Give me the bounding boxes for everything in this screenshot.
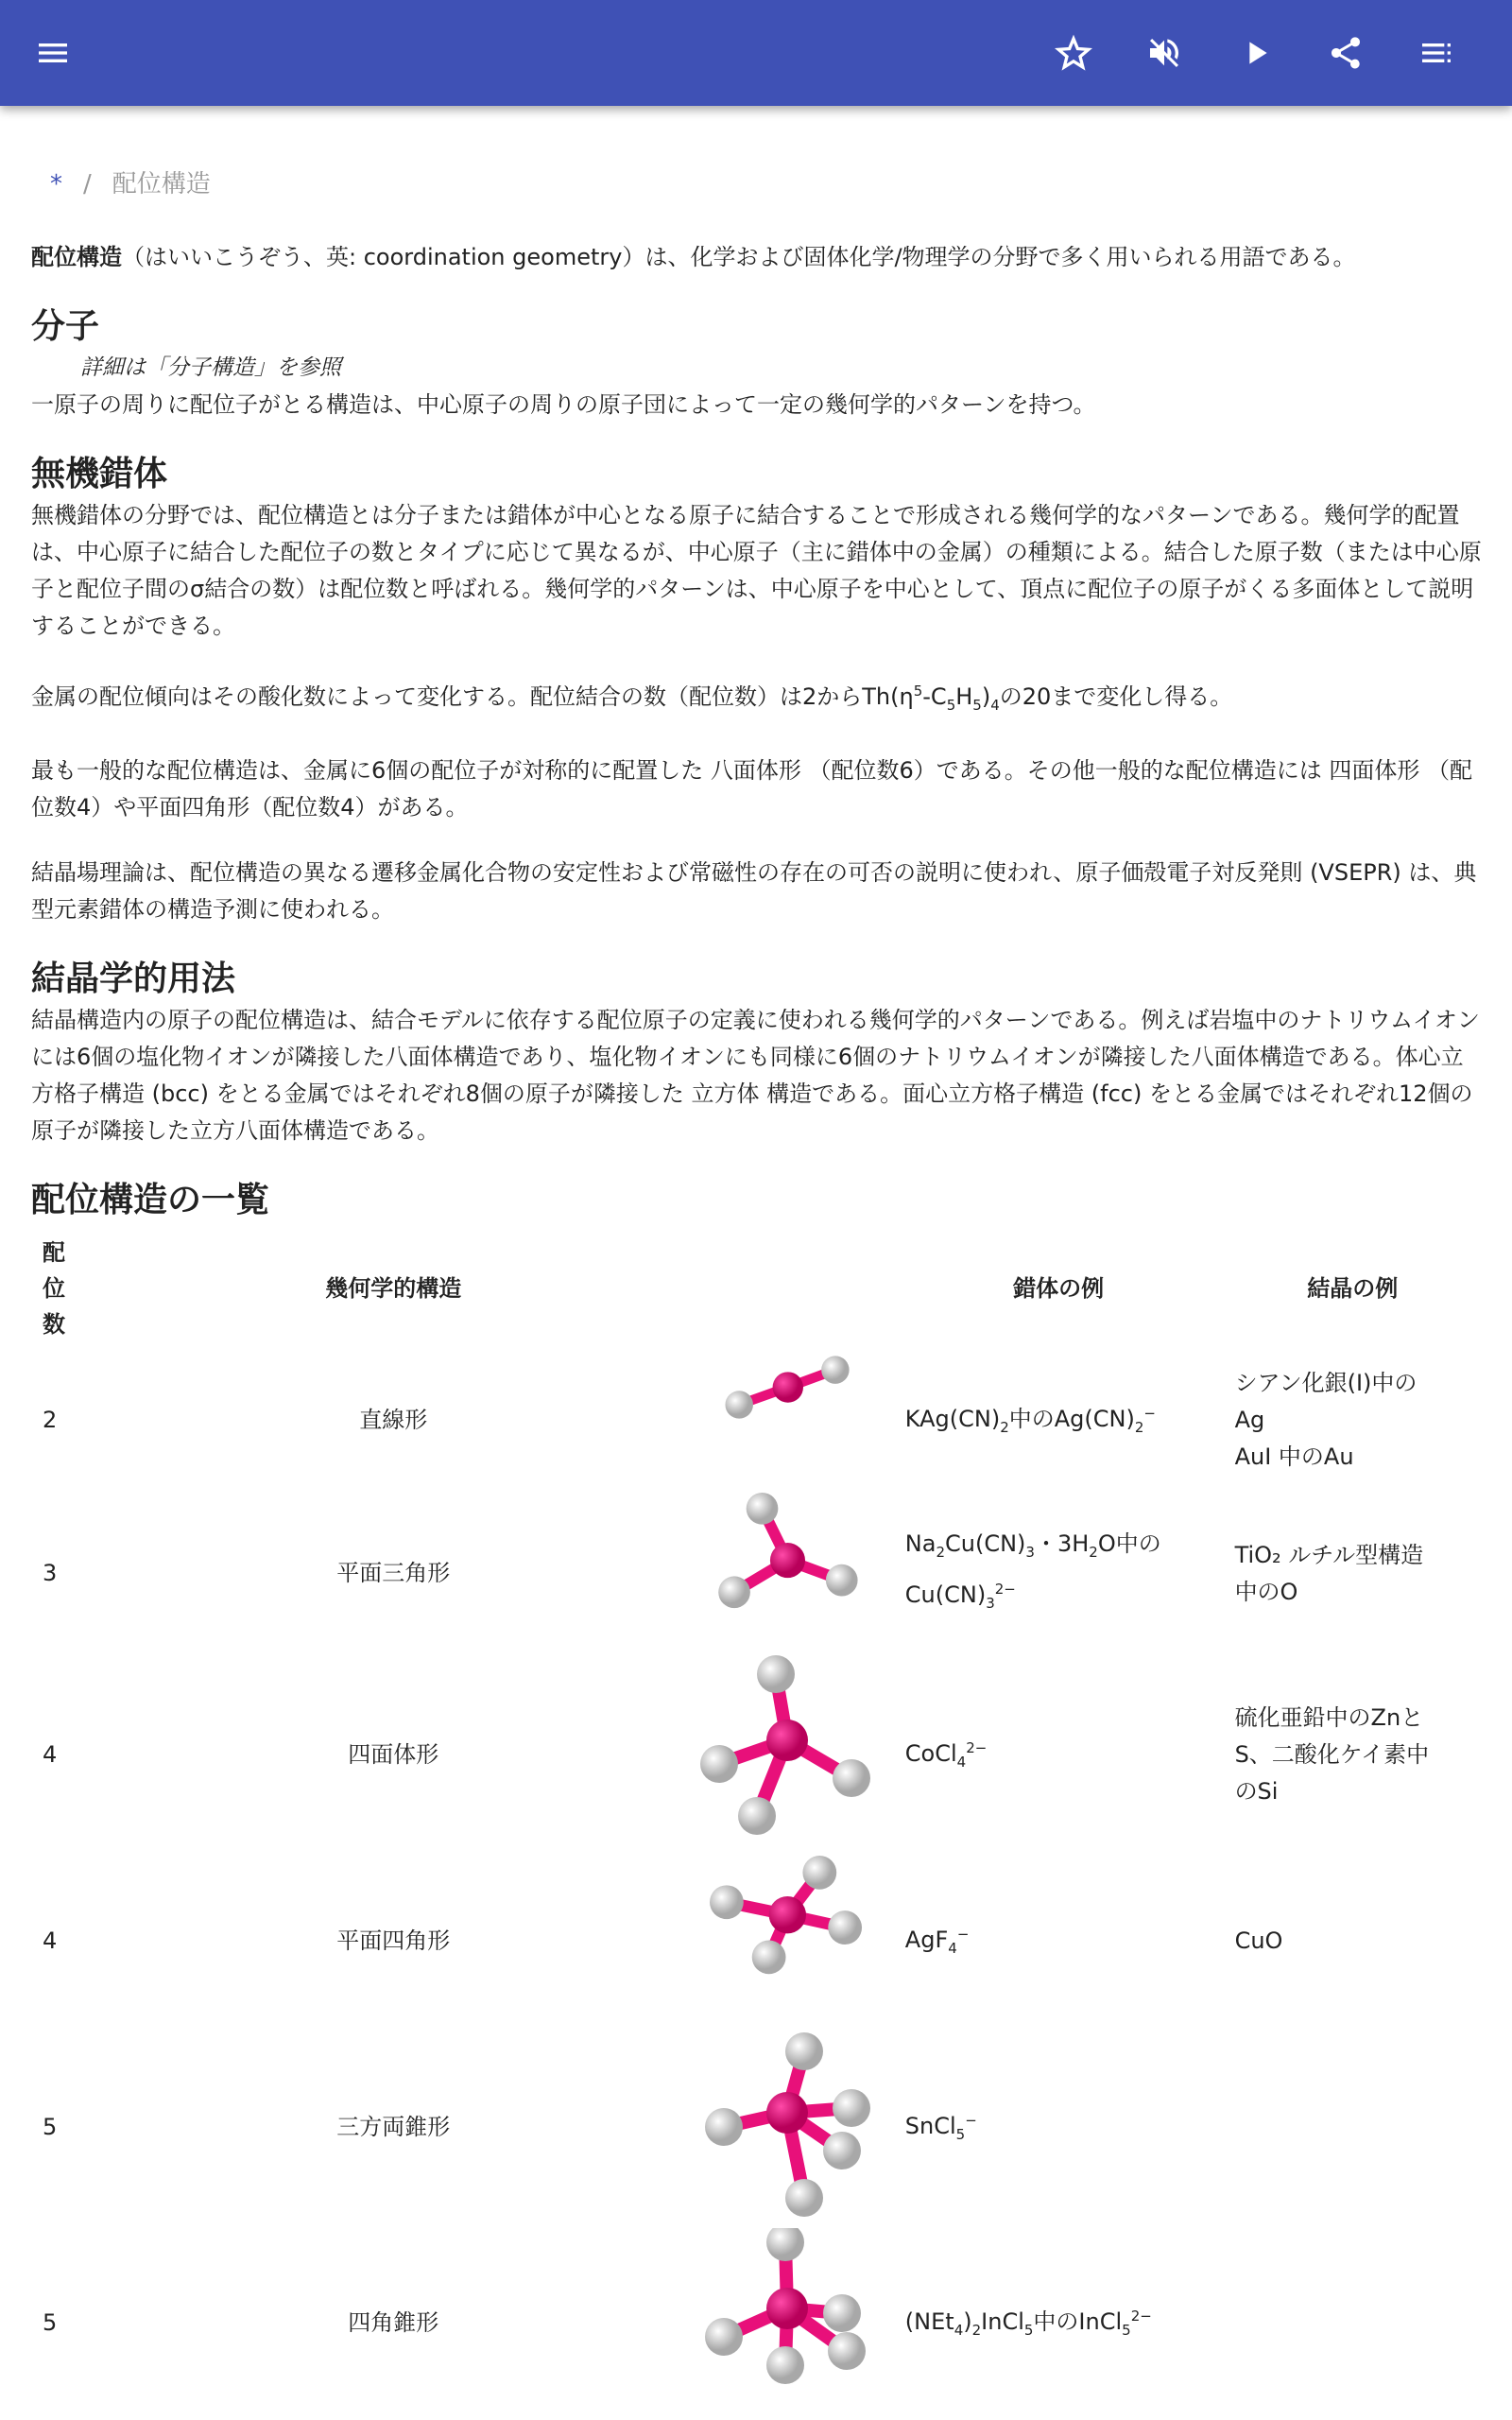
ligand-atom (738, 1797, 776, 1835)
cell-geometry[interactable]: 平面三角形 (336, 1560, 451, 1587)
ligand-atom (766, 2346, 804, 2384)
header-geometry: 幾何学的構造 (325, 1274, 462, 1302)
header-cn (31, 1229, 86, 1349)
list-icon[interactable] (1414, 30, 1459, 76)
inorganic-paragraph-3: 最も一般的な配位構造は、金属に6個の配位子が対称的に配置した 八面体形 （配位数6）である。その他一般的な配位構造には 四面体形 （配位数4）や平面四角形（配位数4）がある。 (31, 756, 1473, 821)
inorganic-paragraph-4: 結晶場理論は、配位構造の異なる遷移金属化合物の安定性および常磁性の存在の可否の説明に使われ、原子価殻電子対反発則 (VSEPR) は、典型元素錯体の構造予測に使われる。 (31, 858, 1477, 923)
cell-complex: $(NEt_4)_2InCl_5$中のInCl$_5^{2-}$ (904, 2307, 1152, 2339)
cell-crystal (1224, 1856, 1482, 2028)
text: 金属の配位傾向はその酸化数によって変化する。配位結合の数（配位数）は2からTh(η (31, 683, 914, 710)
crystal-line: S、二酸化ケイ素中 (1234, 1741, 1430, 1769)
table-row (31, 1856, 1482, 2028)
breadcrumb (50, 166, 1482, 203)
section-heading-list: 配位構造の一覧 (31, 1180, 270, 1219)
article (31, 161, 1482, 2419)
ligand-atom (752, 1940, 786, 1974)
ligand-atom (821, 1356, 849, 1383)
cell-crystal (1224, 2028, 1482, 2228)
central-atom (773, 1372, 803, 1402)
cell-geometry[interactable]: 直線形 (359, 1407, 428, 1434)
cell-crystal (1224, 1493, 1482, 1655)
hatnote-link[interactable]: 詳細は「分子構造」を参照 (80, 355, 341, 380)
section-heading-crystal: 結晶学的用法 (31, 959, 236, 998)
ligand-atom (705, 2108, 743, 2146)
ligand-atom (766, 2228, 804, 2261)
text: 5 (946, 696, 956, 714)
ligand-atom (757, 1655, 795, 1693)
ligand-atom (833, 1759, 870, 1797)
cell-image (700, 2028, 894, 2228)
header-image (700, 1229, 894, 1349)
header-crystal: 結晶の例 (1307, 1274, 1399, 1302)
molecule-model-image (700, 1493, 880, 1644)
molecule-paragraph: 一原子の周りに配位子がとる構造は、中心原子の周りの原子団によって一定の幾何学的パターンを持つ。 (31, 391, 1096, 418)
share-icon[interactable] (1323, 30, 1368, 76)
central-atom (766, 2092, 808, 2134)
text: ) (981, 683, 991, 710)
volume-off-icon[interactable] (1142, 30, 1187, 76)
molecule-model-image (700, 2028, 880, 2217)
cell-cn: 5 (43, 2309, 58, 2337)
text: 5 (972, 696, 982, 714)
cell-image (700, 1349, 894, 1493)
play-icon[interactable] (1233, 30, 1279, 76)
breadcrumb-current: 配位構造 (112, 170, 211, 199)
text: の20まで変化し得る。 (999, 683, 1233, 710)
intro-term: 配位構造 (31, 244, 122, 270)
molecule-model-image (700, 1349, 880, 1481)
section-heading-inorganic: 無機錯体 (31, 455, 168, 493)
cell-cn: 3 (43, 1560, 58, 1587)
ligand-atom (803, 1856, 837, 1890)
crystal-line: シアン化銀(I)中の (1234, 1370, 1418, 1397)
cell-complex: SnCl$_5$− (904, 2111, 977, 2143)
star-icon[interactable] (1051, 30, 1096, 76)
crystal-line: CuO (1234, 1927, 1283, 1955)
cell-cn: 2 (43, 1407, 58, 1434)
intro-text: （はいいこうぞう、英: coordination geometry）は、化学および固体化学/物理学の分野で多く用いられる用語である。 (122, 244, 1356, 270)
inorganic-paragraph-2 (31, 673, 1482, 724)
text: H (955, 683, 973, 710)
central-atom (766, 2288, 808, 2329)
table-row (31, 2228, 1482, 2419)
ligand-atom (700, 1745, 738, 1783)
text: 4 (990, 696, 1000, 714)
crystal-line: のSi (1234, 1778, 1279, 1806)
table-row (31, 1655, 1482, 1856)
cell-geometry[interactable]: 三方両錐形 (336, 2114, 451, 2141)
inorganic-paragraph-1: 無機錯体の分野では、配位構造とは分子または錯体が中心となる原子に結合することで形成される幾何学的なパターンである。幾何学的配置は、中心原子に結合した配位子の数とタイプに応じて異なるが、中心原子（主に錯体中の金属）の種類による。結合した原子数（または中心原子と配位子間のσ結合の数）は配位数と呼ばれる。幾何学的パターンは、中心原子を中心として、頂点に配位子の原子がくる多面体として説明することができる。 (31, 502, 1482, 639)
ligand-atom (829, 1910, 863, 1945)
central-atom (770, 1543, 805, 1578)
table-header-row (31, 1229, 1482, 1349)
cell-image (700, 1493, 894, 1655)
crystal-line: Ag (1234, 1407, 1265, 1434)
menu-icon[interactable] (30, 30, 76, 76)
cell-image (700, 1655, 894, 1856)
breadcrumb-home[interactable]: * (50, 170, 62, 199)
crystal-line: AuI 中のAu (1234, 1443, 1354, 1471)
ligand-atom (823, 2132, 861, 2169)
cell-crystal (1224, 2228, 1482, 2419)
table-row (31, 1493, 1482, 1655)
ligand-atom (828, 2332, 866, 2370)
ligand-atom (747, 1493, 779, 1525)
crystal-line: TiO₂ ルチル型構造 (1234, 1541, 1424, 1568)
cell-crystal (1224, 1655, 1482, 1856)
molecule-model-image (700, 1655, 880, 1844)
cell-crystal (1224, 1349, 1482, 1493)
cell-geometry[interactable]: 平面四角形 (336, 1927, 451, 1955)
crystal-paragraph: 結晶構造内の原子の配位構造は、結合モデルに依存する配位原子の定義に使われる幾何学的パターンである。例えば岩塩中のナトリウムイオンには6個の塩化物イオンが隣接した八面体構造であり、塩化物イオンにも同様に6個のナトリウムイオンが隣接した八面体構造である。体心立方格子構造 (bcc) をとる金属ではそれぞれ8個の原子が隣接した 立方体 構造である。面心立方格子構造 (fcc) をとる金属ではそれぞれ12個の原子が隣接した立方八面体構造である。 (31, 1006, 1480, 1144)
crystal-line: 硫化亜鉛中のZnと (1234, 1704, 1424, 1732)
cell-cn: 4 (43, 1741, 58, 1769)
cell-cn: 5 (43, 2114, 58, 2141)
ligand-atom (833, 2089, 870, 2127)
text: 5 (913, 683, 923, 700)
ligand-atom (705, 2318, 743, 2356)
section-heading-molecule: 分子 (31, 307, 100, 346)
cell-complex: $Na_2Cu(CN)_3$・$3H_2O$中の $Cu(CN)_3^{2-}$ (904, 1530, 1161, 1612)
cell-image (700, 2228, 894, 2419)
geometry-table (31, 1229, 1482, 2419)
molecule-model-image (700, 1856, 880, 2016)
ligand-atom (710, 1885, 744, 1919)
ligand-atom (726, 1391, 753, 1418)
table-row (31, 2028, 1482, 2228)
central-atom (766, 1720, 808, 1761)
cell-geometry[interactable]: 四面体形 (348, 1741, 439, 1769)
text: -C (922, 683, 947, 710)
cell-complex: $KAg(CN)_2$中の$Ag(CN)_2^-$ (904, 1404, 1156, 1436)
table-row (31, 1349, 1482, 1493)
breadcrumb-separator: / (83, 170, 92, 199)
ligand-atom (718, 1576, 750, 1608)
header-complex: 錯体の例 (1013, 1274, 1105, 1302)
molecule-model-image (700, 2228, 880, 2408)
intro-paragraph (31, 239, 1482, 276)
cell-image (700, 1856, 894, 2028)
central-atom (769, 1896, 806, 1933)
ligand-atom (785, 2032, 823, 2070)
toolbar (0, 0, 1512, 106)
ligand-atom (785, 2179, 823, 2217)
cell-complex: CoCl$_4^{2-}$ (904, 1738, 988, 1771)
header-cn-text: 配位数 (43, 1238, 65, 1338)
cell-complex: AgF$_4$− (904, 1925, 970, 1957)
ligand-atom (826, 1564, 858, 1597)
ligand-atom (823, 2294, 861, 2332)
cell-cn: 4 (43, 1927, 58, 1955)
crystal-line: 中のO (1234, 1578, 1298, 1605)
cell-geometry[interactable]: 四角錐形 (348, 2309, 439, 2337)
